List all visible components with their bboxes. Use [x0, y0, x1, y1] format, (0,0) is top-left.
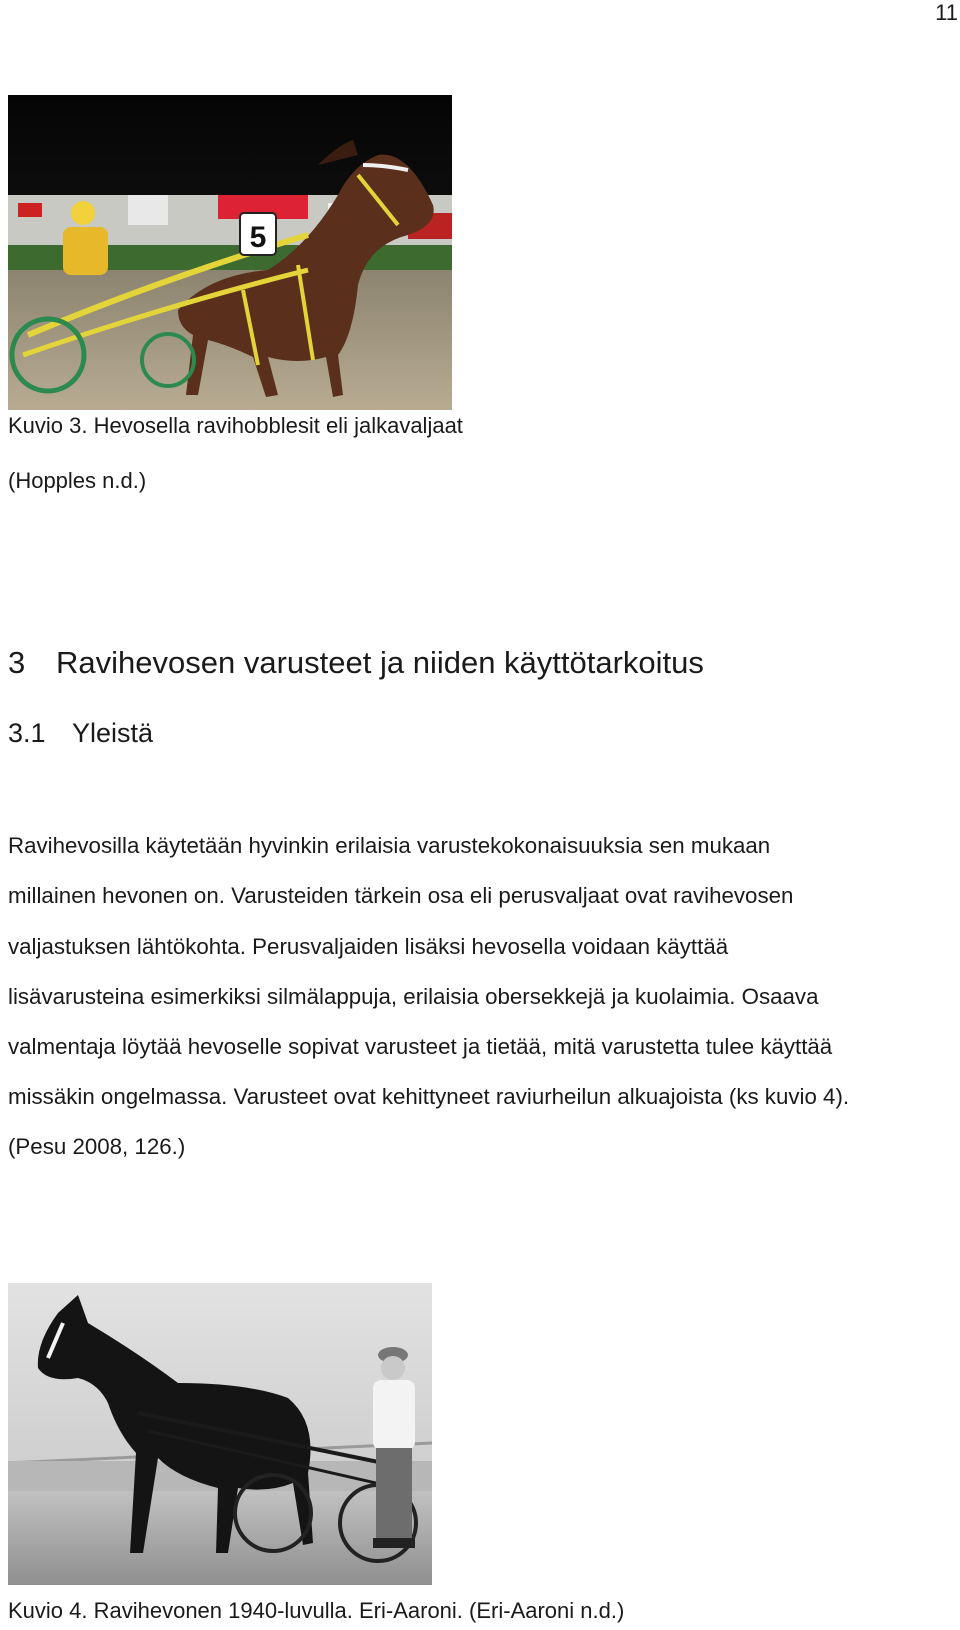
figure-3-caption-line1: Kuvio 3. Hevosella ravihobblesit eli jalkavaljaat	[8, 413, 463, 438]
figure-3-photo	[8, 95, 452, 410]
paragraph-line: lisävarusteina esimerkiksi silmälappuja, erilaisia obersekkejä ja kuolaimia. Osaava	[8, 984, 819, 1009]
section-number: 3	[8, 645, 26, 680]
paragraph-line: valmentaja löytää hevoselle sopivat varusteet ja tietää, mitä varustetta tulee käyttää	[8, 1034, 833, 1059]
figure-3-caption-line2: (Hopples n.d.)	[8, 468, 147, 493]
page-number: 11	[935, 0, 958, 25]
subsection-heading	[8, 718, 153, 749]
bib-number: 5	[249, 221, 267, 254]
section-title: Ravihevosen varusteet ja niiden käyttötarkoitus	[56, 645, 704, 680]
subsection-title: Yleistä	[72, 718, 154, 748]
figure-4-caption: Kuvio 4. Ravihevonen 1940-luvulla. Eri-Aaroni. (Eri-Aaroni n.d.)	[8, 1598, 625, 1623]
figure-4-photo	[8, 1283, 432, 1585]
paragraph-line: (Pesu 2008, 126.)	[8, 1134, 186, 1159]
paragraph-line: Ravihevosilla käytetään hyvinkin erilaisia varustekokonaisuuksia sen mukaan	[8, 833, 771, 858]
subsection-number: 3.1	[8, 718, 46, 748]
section-heading	[8, 645, 704, 681]
paragraph-line: missäkin ongelmassa. Varusteet ovat kehittyneet raviurheilun alkuajoista (ks kuvio 4).	[8, 1084, 850, 1109]
paragraph-line: millainen hevonen on. Varusteiden tärkein osa eli perusvaljaat ovat ravihevosen	[8, 883, 794, 908]
paragraph-line: valjastuksen lähtökohta. Perusvaljaiden lisäksi hevosella voidaan käyttää	[8, 934, 729, 959]
